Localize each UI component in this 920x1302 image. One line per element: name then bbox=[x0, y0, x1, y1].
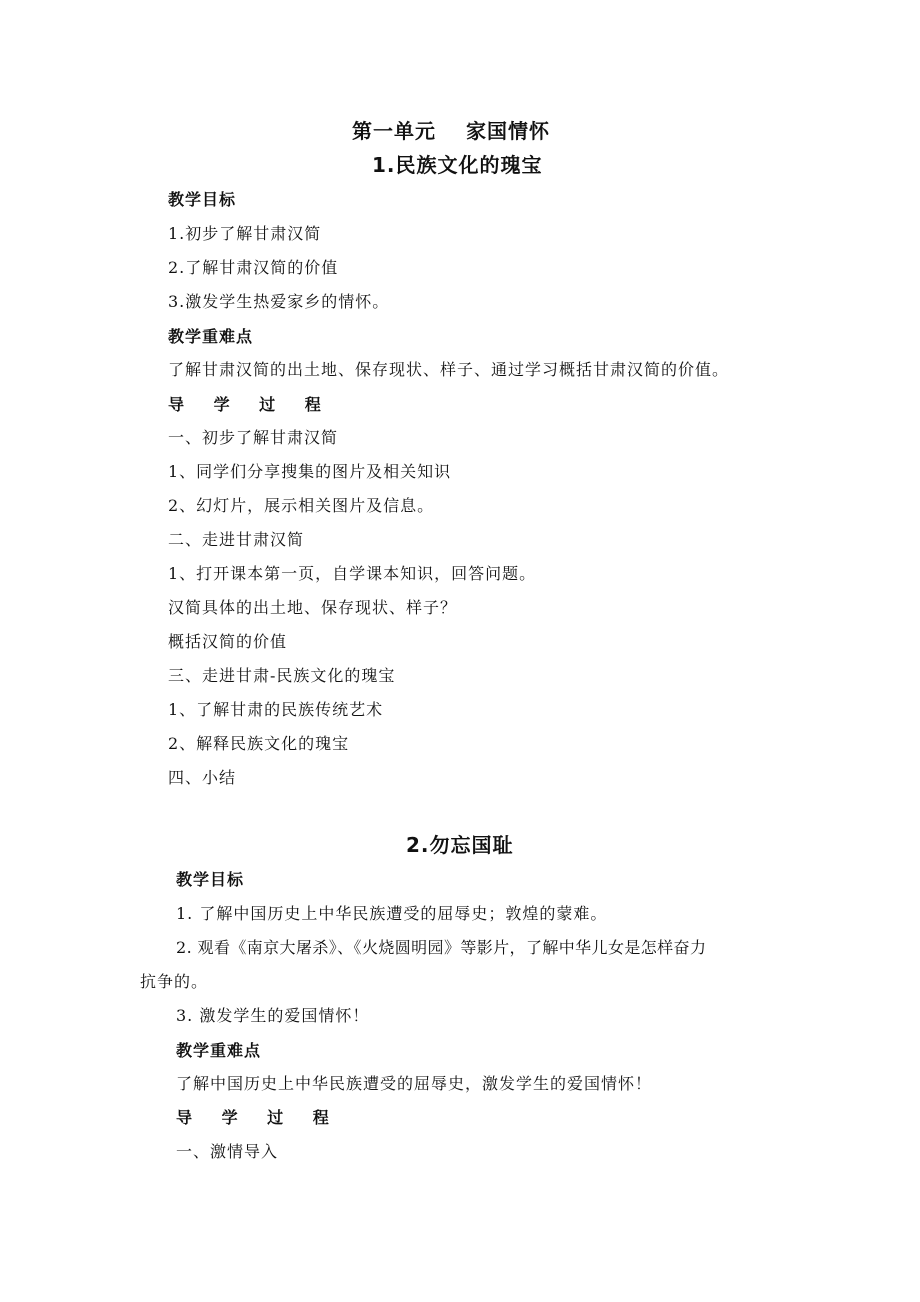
lesson1-goal-1: 1.初步了解甘肃汉简 bbox=[168, 224, 322, 243]
lesson2-goal-2-line-2: 抗争的。 bbox=[140, 972, 209, 991]
lesson1-process-item: 四、小结 bbox=[168, 768, 237, 787]
unit-title-name: 家国情怀 bbox=[466, 119, 550, 143]
lesson1-process-item: 三、走进甘肃-民族文化的瑰宝 bbox=[168, 666, 396, 685]
lesson1-process-item: 一、初步了解甘肃汉简 bbox=[168, 428, 339, 447]
lesson2-process-item: 一、激情导入 bbox=[176, 1142, 279, 1161]
lesson1-key-text: 了解甘肃汉简的出土地、保存现状、样子、通过学习概括甘肃汉简的价值。 bbox=[168, 360, 730, 379]
lesson1-process-item: 1、了解甘肃的民族传统艺术 bbox=[168, 700, 384, 719]
lesson1-goals-heading: 教学目标 bbox=[168, 190, 237, 209]
lesson2-process-heading: 导 学 过 程 bbox=[176, 1108, 341, 1127]
lesson1-process-item: 1、同学们分享搜集的图片及相关知识 bbox=[168, 462, 452, 481]
lesson1-process-item: 2、解释民族文化的瑰宝 bbox=[168, 734, 350, 753]
lesson2-key-text: 了解中国历史上中华民族遭受的屈辱史，激发学生的爱国情怀！ bbox=[176, 1074, 653, 1093]
lesson2-goal-2-line-1: 2. 观看《南京大屠杀》、《火烧圆明园》等影片，了解中华儿女是怎样奋力 bbox=[176, 938, 707, 957]
lesson1-process-item: 二、走进甘肃汉简 bbox=[168, 530, 305, 549]
lesson1-goal-2: 2.了解甘肃汉简的价值 bbox=[168, 258, 339, 277]
lesson1-goal-3: 3.激发学生热爱家乡的情怀。 bbox=[168, 292, 390, 311]
unit-title-number: 第一单元 bbox=[352, 119, 436, 143]
lesson1-key-heading: 教学重难点 bbox=[168, 327, 254, 346]
lesson2-key-heading: 教学重难点 bbox=[176, 1041, 262, 1060]
lesson1-process-heading: 导 学 过 程 bbox=[168, 395, 333, 414]
lesson2-goal-3: 3. 激发学生的爱国情怀！ bbox=[176, 1006, 370, 1025]
lesson2-goal-1: 1. 了解中国历史上中华民族遭受的屈辱史；敦煌的蒙难。 bbox=[176, 904, 608, 923]
lesson1-title: 1.民族文化的瑰宝 bbox=[372, 153, 543, 177]
lesson1-process-item: 2、幻灯片，展示相关图片及信息。 bbox=[168, 496, 435, 515]
lesson1-process-item: 汉简具体的出土地、保存现状、样子？ bbox=[168, 598, 458, 617]
lesson1-process-item: 1、打开课本第一页，自学课本知识，回答问题。 bbox=[168, 564, 537, 583]
lesson2-goals-heading: 教学目标 bbox=[176, 870, 245, 889]
unit-title bbox=[352, 119, 550, 143]
lesson2-title: 2.勿忘国耻 bbox=[406, 833, 514, 857]
lesson1-process-item: 概括汉简的价值 bbox=[168, 632, 288, 651]
